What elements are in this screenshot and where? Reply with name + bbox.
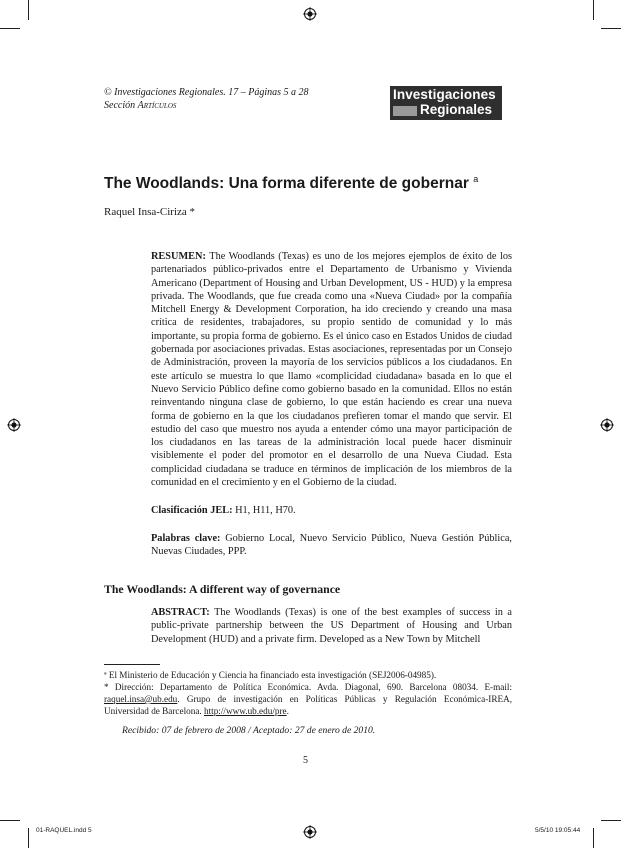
section-prefix: Sección — [104, 100, 136, 111]
footnote-author — [104, 681, 512, 717]
resumen-text: The Woodlands (Texas) es uno de los mejores ejemplos de éxito de los partenariados público-privados entre el Departamento de Urbanismo y Vivienda Americano (Department of Housing and Urban Development, US - HUD) y la empresa privada. The Woodlands, que fue creada como una «Nueva Ciudad» por la compañía Mitchell Energy & Development Corporation, ha ido creciendo y creando una masa crítica de residentes, trabajadores, su propio sentido de comunidad y lo más importante, su propia forma de gobierno. Es el único caso en Estados Unidos de ciudad gobernada por asociaciones privadas. Estas asociaciones, representadas por un Consejo de Administración, proveen la mayoría de los servicios públicos a los ciudadanos. En este artículo se muestra lo que llamo «complicidad ciudadana» basada en lo que el Nuevo Servicio Público define como gobierno basado en la comunidad. Ellos no están reinventando ninguna clase de gobierno, lo que están haciendo es crear una nueva forma de gobierno en la que los ciudadanos prefieren tomar el mando que servir. El estudio del caso que muestro nos ayuda a entender cómo una mayor participación de los ciudadanos en las tareas de la administración local puede hacer disminuir visiblemente el poder del promotor en el desarrollo de una Nueva Ciudad. Esta complicidad ciudadana se traduce en términos de implicación de los miembros de la comunidad en el crecimiento y en el Gobierno de la ciudad. — [151, 251, 512, 489]
footnote-affiliation: . Grupo de investigación en Políticas Públicas y Regulación Económica-IREA, Universidad de Barcelona. — [104, 694, 512, 716]
crop-mark — [0, 820, 20, 821]
title-footnote-mark: a — [473, 174, 479, 184]
crosshair-icon — [303, 7, 317, 21]
resumen-label: RESUMEN: — [151, 251, 206, 262]
journal-line: © Investigaciones Regionales. 17 – Páginas 5 a 28 — [104, 87, 309, 98]
crop-mark — [28, 0, 29, 20]
author-email-link[interactable]: raquel.insa@ub.edu — [104, 694, 178, 704]
english-title: The Woodlands: A different way of governance — [104, 582, 341, 596]
section-name: Artículos — [137, 100, 177, 111]
crop-mark — [0, 28, 20, 29]
received-accepted-dates: Recibido: 07 de febrero de 2008 / Aceptado: 27 de enero de 2010. — [122, 725, 376, 736]
article-title — [104, 174, 478, 193]
logo-line-2: Regionales — [420, 102, 493, 117]
journal-logo — [390, 86, 502, 120]
footnote-address: * Dirección: Departamento de Política Económica. Avda. Diagonal, 690. Barcelona 08034. E-mail: — [104, 682, 512, 692]
logo-line-1: Investigaciones — [393, 87, 496, 102]
footnote-rule — [104, 664, 160, 665]
logo-pattern-strip — [393, 106, 417, 116]
keywords-paragraph — [151, 532, 512, 559]
keywords-label: Palabras clave: — [151, 533, 221, 544]
group-url-link[interactable]: http://www.ub.edu/pre — [204, 706, 287, 716]
crop-mark — [601, 820, 621, 821]
section-line — [104, 99, 309, 112]
crop-mark — [28, 828, 29, 848]
crop-mark — [601, 28, 621, 29]
crop-mark — [593, 828, 594, 848]
print-slug-file: 01-RAQUEL.indd 5 — [36, 827, 92, 834]
abstract-text: The Woodlands (Texas) is one of the best examples of success in a public-private partnership between the US Department of Housing and Urban Development (HUD) and a private firm. Developed as a New Town by Mitchell — [151, 607, 512, 645]
crosshair-icon — [600, 418, 614, 432]
jel-classification — [151, 504, 512, 517]
jel-label: Clasificación JEL: — [151, 505, 233, 516]
registration-mark-left — [7, 418, 21, 432]
footnote-funding: ª El Ministerio de Educación y Ciencia ha financiado esta investigación (SEJ2006-04985). — [104, 670, 437, 680]
print-slug-datetime: 5/5/10 19:05:44 — [535, 827, 581, 834]
crosshair-icon — [303, 825, 317, 839]
crop-mark — [593, 0, 594, 20]
author-name: Raquel Insa-Ciriza * — [104, 206, 196, 218]
abstract-label: ABSTRACT: — [151, 607, 210, 618]
registration-mark-right — [600, 418, 614, 432]
registration-mark-bottom — [303, 825, 317, 839]
running-header — [104, 86, 309, 112]
resumen-paragraph — [151, 250, 512, 489]
crosshair-icon — [7, 418, 21, 432]
page-number: 5 — [303, 755, 308, 766]
registration-mark-top — [303, 7, 317, 21]
jel-codes: H1, H11, H70. — [232, 505, 296, 516]
abstract-paragraph — [151, 606, 512, 646]
title-text: The Woodlands: Una forma diferente de gobernar — [104, 175, 469, 192]
keywords-text: Gobierno Local, Nuevo Servicio Público, Nueva Gestión Pública, Nuevas Ciudades, PPP. — [151, 533, 512, 558]
footnote-end: . — [286, 706, 289, 716]
